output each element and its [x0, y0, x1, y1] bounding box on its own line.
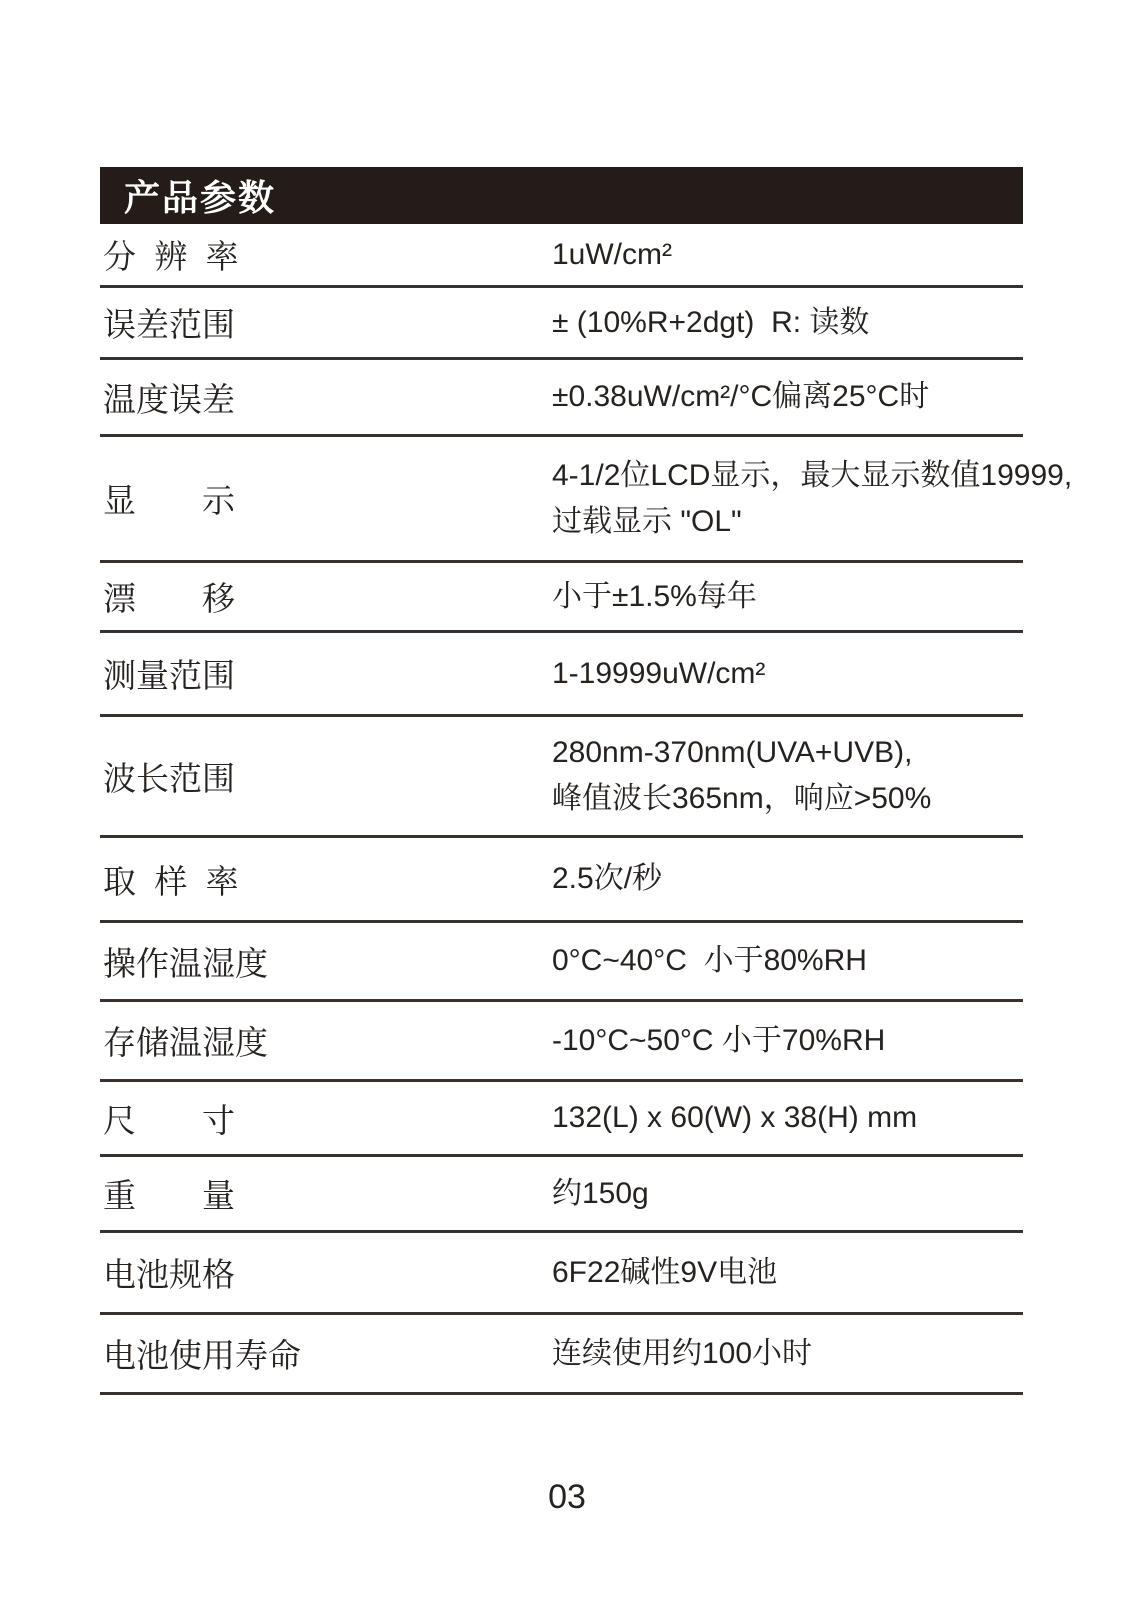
spec-value	[552, 1018, 1023, 1064]
spec-table-row	[100, 1082, 1023, 1157]
spec-table-row	[100, 1233, 1023, 1315]
spec-table	[100, 224, 1073, 1395]
spec-table-row	[100, 1157, 1023, 1233]
spec-label: 存储温湿度	[103, 1024, 268, 1061]
spec-value	[552, 1095, 1023, 1141]
spec-table-row	[100, 360, 1023, 437]
spec-label: 重 量	[103, 1177, 235, 1214]
spec-table-row	[100, 923, 1023, 1002]
spec-value	[552, 1171, 1023, 1217]
spec-value-line: 过载显示 "OL"	[552, 504, 742, 538]
spec-table-row	[100, 838, 1023, 923]
spec-value-line: 小于±1.5%每年	[552, 579, 757, 613]
spec-table-row	[100, 633, 1023, 717]
spec-table-row	[100, 717, 1023, 838]
spec-value	[552, 730, 1023, 822]
spec-value-line: 4-1/2位LCD显示，最大显示数值19999,	[552, 458, 1073, 492]
spec-label: 电池使用寿命	[103, 1337, 301, 1374]
section-header-bar	[100, 167, 1023, 224]
spec-value-line: 约150g	[552, 1176, 649, 1210]
spec-value-line: 132(L) x 60(W) x 38(H) mm	[552, 1101, 918, 1134]
spec-table-row	[100, 224, 1023, 288]
spec-table-row	[100, 288, 1023, 360]
spec-value-line: 2.5次/秒	[552, 862, 663, 895]
spec-value	[552, 300, 1023, 346]
spec-value-line: 1-19999uW/cm²	[552, 656, 766, 690]
section-title: 产品参数	[124, 177, 277, 218]
spec-value	[552, 574, 1023, 620]
spec-value-line: 280nm-370nm(UVA+UVB),	[552, 736, 913, 769]
spec-value-line: 峰值波长365nm，响应>50%	[552, 782, 932, 815]
spec-value-line: -10°C~50°C 小于70%RH	[552, 1023, 886, 1057]
spec-value	[552, 232, 1023, 278]
spec-value-line: ± (10%R+2dgt) R: 读数	[552, 305, 870, 339]
spec-label: 操作温湿度	[103, 944, 268, 982]
spec-value	[552, 938, 1023, 984]
spec-label: 尺 寸	[103, 1101, 235, 1139]
spec-label: 波长范围	[103, 759, 235, 797]
spec-page-content	[100, 167, 1073, 1395]
spec-table-row	[100, 1315, 1023, 1395]
spec-label: 误差范围	[103, 306, 235, 343]
spec-value	[552, 856, 1023, 902]
spec-label: 电池规格	[103, 1256, 235, 1293]
spec-value-line: 1uW/cm²	[552, 237, 672, 271]
page-number: 03	[548, 1478, 586, 1516]
spec-table-row	[100, 563, 1023, 633]
spec-label: 漂 移	[103, 580, 235, 617]
spec-value-line: 6F22碱性9V电池	[552, 1255, 778, 1289]
spec-value-line: 连续使用约100小时	[552, 1336, 813, 1370]
spec-value	[552, 453, 1072, 545]
spec-value-line: ±0.38uW/cm²/°C偏离25°C时	[552, 380, 930, 413]
spec-label: 分 辨 率	[103, 238, 239, 275]
spec-label: 取 样 率	[103, 862, 239, 900]
spec-label: 温度误差	[103, 380, 235, 418]
spec-value	[552, 651, 1023, 697]
spec-value	[552, 1331, 1023, 1377]
spec-label: 显 示	[103, 482, 235, 519]
spec-table-row	[100, 437, 1073, 563]
spec-label: 测量范围	[103, 657, 235, 694]
spec-value	[552, 374, 1023, 420]
spec-value	[552, 1250, 1023, 1296]
spec-value-line: 0°C~40°C 小于80%RH	[552, 944, 867, 977]
spec-table-row	[100, 1002, 1023, 1082]
